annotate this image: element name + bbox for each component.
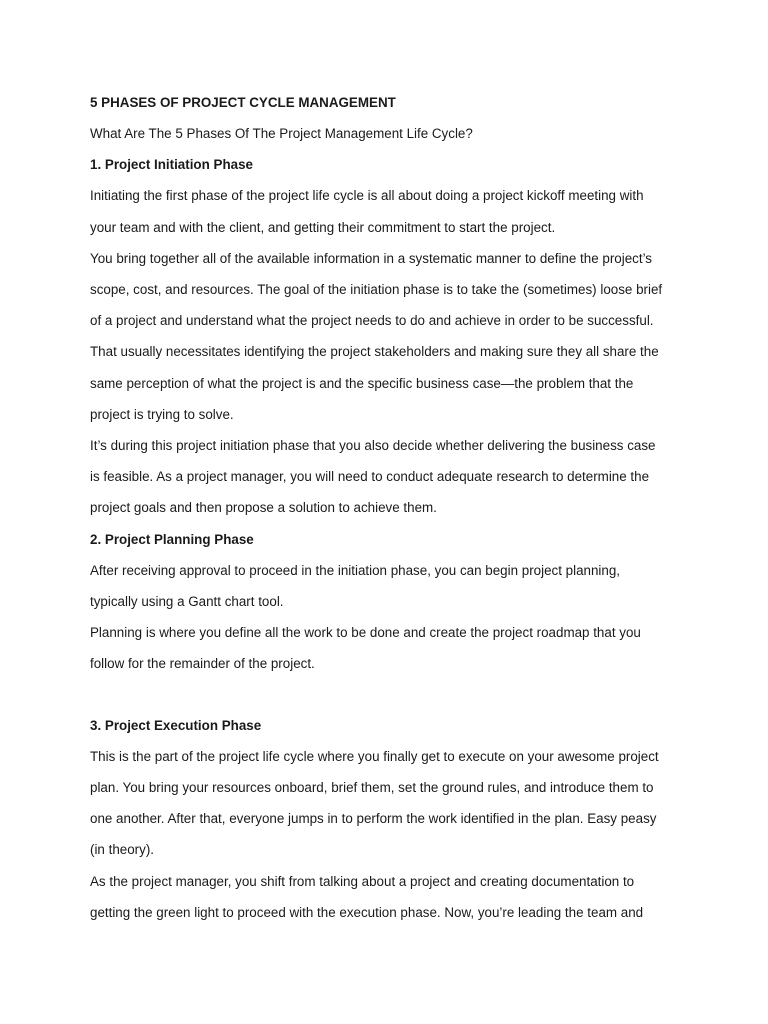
paragraph-line: After receiving approval to proceed in the initiation phase, you can begin project planning, (90, 562, 621, 578)
document-question: What Are The 5 Phases Of The Project Management Life Cycle? (90, 126, 473, 141)
paragraph-line: follow for the remainder of the project. (90, 656, 315, 672)
paragraph-line: one another. After that, everyone jumps in to perform the work identified in the plan. Easy peasy (90, 811, 657, 827)
paragraph-line: (in theory). (90, 842, 154, 858)
phase1-heading: 1. Project Initiation Phase (90, 157, 253, 173)
paragraph-line: project is trying to solve. (90, 406, 234, 422)
paragraph-line: This is the part of the project life cycle where you finally get to execute on your awesome project (90, 748, 659, 764)
paragraph-line: Initiating the first phase of the project life cycle is all about doing a project kickoff meeting with (90, 188, 644, 204)
paragraph-line: getting the green light to proceed with the execution phase. Now, you’re leading the team and (90, 904, 644, 920)
paragraph-line: plan. You bring your resources onboard, brief them, set the ground rules, and introduce them to (90, 780, 654, 796)
phase3-heading: 3. Project Execution Phase (90, 717, 262, 733)
paragraph-line: typically using a Gantt chart tool. (90, 594, 284, 610)
section-spacer (90, 680, 688, 710)
paragraph-line: As the project manager, you shift from talking about a project and creating documentation to (90, 873, 635, 889)
document-title: 5 PHASES OF PROJECT CYCLE MANAGEMENT (90, 95, 396, 110)
paragraph-line: of a project and understand what the project needs to do and achieve in order to be successful. (90, 313, 654, 329)
phase2-heading: 2. Project Planning Phase (90, 531, 254, 547)
paragraph-line: project goals and then propose a solution to achieve them. (90, 500, 437, 516)
paragraph-line: same perception of what the project is and the specific business case—the problem that the (90, 375, 634, 391)
paragraph-line: You bring together all of the available information in a systematic manner to define the project’s (90, 250, 652, 266)
paragraph-line: is feasible. As a project manager, you will need to conduct adequate research to determine the (90, 469, 650, 485)
paragraph-line: scope, cost, and resources. The goal of the initiation phase is to take the (sometimes) loose brief (90, 282, 663, 298)
paragraph-line: That usually necessitates identifying the project stakeholders and making sure they all share the (90, 344, 659, 360)
paragraph-line: Planning is where you define all the work to be done and create the project roadmap that you (90, 625, 641, 641)
paragraph-line: your team and with the client, and getting their commitment to start the project. (90, 219, 556, 235)
paragraph-line: It’s during this project initiation phase that you also decide whether delivering the business case (90, 438, 656, 454)
